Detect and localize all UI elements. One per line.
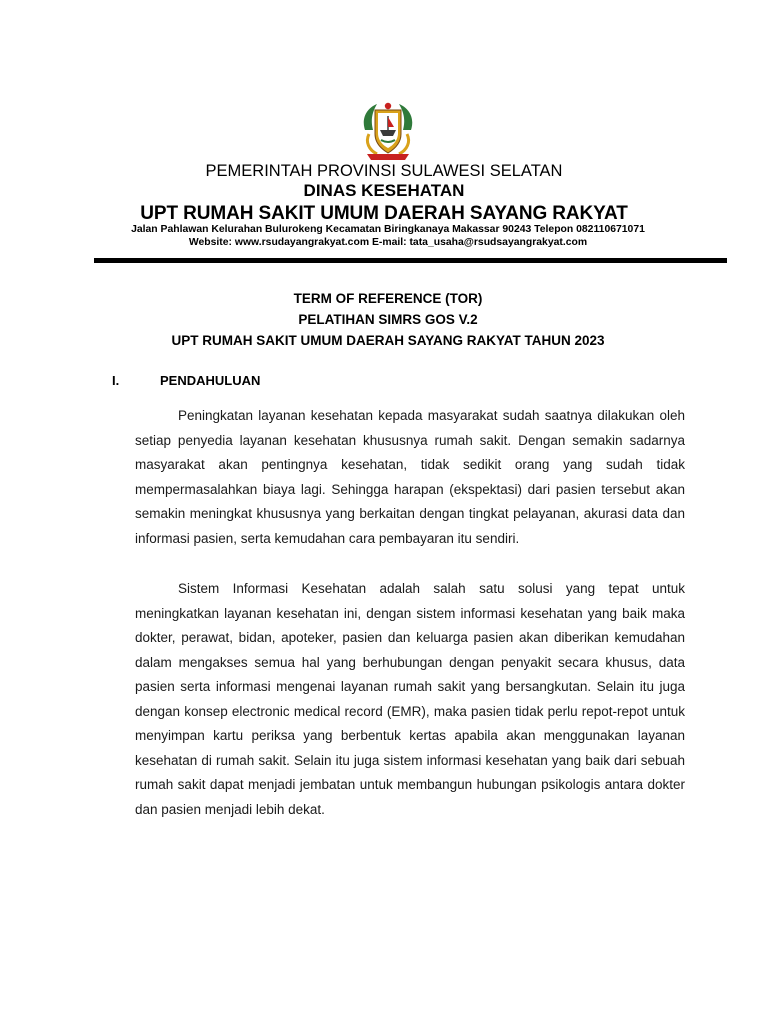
section-number: I. (112, 373, 120, 388)
paragraph: Sistem Informasi Kesehatan adalah salah satu solusi yang tepat untuk meningkatkan layanan kesehatan ini, dengan sistem informasi kesehatan yang baik maka dokter, perawat, bidan, apoteker, pasien dan keluarga pasien akan diberikan kemudahan dalam mengakses semua hal yang berhubungan dengan penyakit secara khusus, data pasien serta informasi mengenai layanan rumah sakit yang bersangkutan. Selain itu juga dengan konsep electronic medical record (EMR), maka pasien tidak perlu repot-repot untuk menyimpan kartu periksa yang berbentuk kertas apabila akan menggunakan layanan kesehatan di rumah sakit. Selain itu juga sistem informasi kesehatan yang baik dari sebuah rumah sakit dapat menjadi jembatan untuk membangun hubungan psikologis antara dokter dan pasien menjadi lebih dekat. (135, 581, 685, 817)
document-institution-year: UPT RUMAH SAKIT UMUM DAERAH SAYANG RAKYAT TAHUN 2023 (171, 333, 605, 348)
government-name: PEMERINTAH PROVINSI SULAWESI SELATAN (205, 162, 563, 180)
letterhead-contact: Website: www.rsudayangrakyat.com E-mail: tata_usaha@rsudsayangrakyat.com (188, 237, 588, 248)
letterhead-address: Jalan Pahlawan Kelurahan Bulurokeng Kecamatan Biringkanaya Makassar 90243 Telepon 082110671071 (131, 224, 645, 235)
hospital-name: UPT RUMAH SAKIT UMUM DAERAH SAYANG RAKYAT (140, 203, 628, 224)
document-subtitle: PELATIHAN SIMRS GOS V.2 (298, 312, 478, 327)
document-title: TERM OF REFERENCE (TOR) (293, 291, 483, 306)
paragraph: Peningkatan layanan kesehatan kepada masyarakat sudah saatnya dilakukan oleh setiap penyedia layanan kesehatan khususnya rumah sakit. Dengan semakin sadarnya masyarakat akan pentingnya kesehatan, tidak sedikit orang yang sudah tidak mempermasalahkan biaya lagi. Sehingga harapan (ekspektasi) dari pasien tersebut akan semakin meningkat khususnya yang berkaitan dengan tingkat pelayanan, akurasi data dan informasi pasien, serta kemudahan cara pembayaran itu sendiri. (135, 408, 685, 546)
agency-name: DINAS KESEHATAN (303, 181, 465, 200)
letterhead-divider (94, 258, 727, 263)
provincial-emblem-icon (359, 100, 417, 162)
section-heading: PENDAHULUAN (160, 373, 261, 388)
